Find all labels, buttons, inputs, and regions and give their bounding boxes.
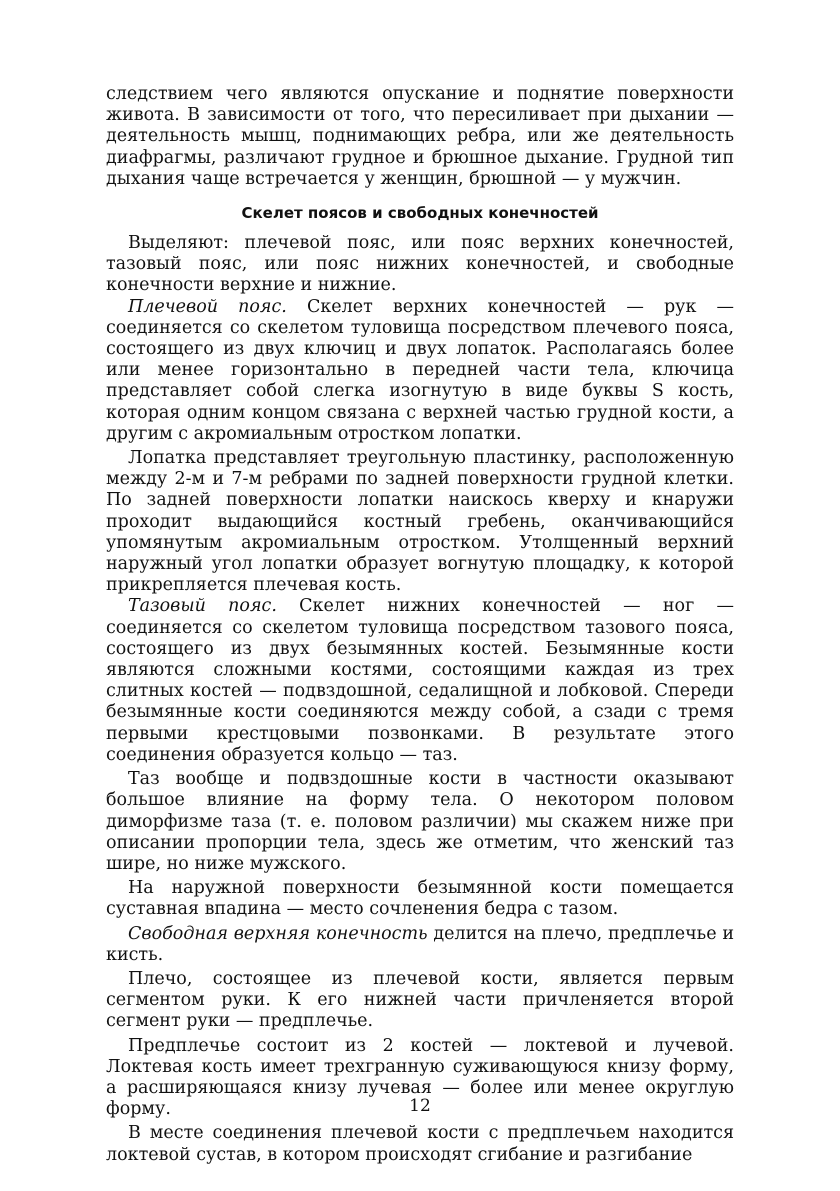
term-shoulder-girdle: Плечевой пояс.	[128, 296, 287, 317]
paragraph-shoulder: Плечо, состоящее из плечевой кости, является первым сегментом руки. К его нижней части причленяется второй сегмент руки — предплечье.	[106, 968, 734, 1032]
paragraph-free-upper-limb-text: делится на плечо, предплечье и кисть.	[106, 923, 734, 965]
page-number: 12	[409, 1096, 431, 1116]
paragraph-free-upper-limb	[106, 924, 734, 966]
paragraph-scapula: Лопатка представляет треугольную пластинку, расположенную между 2-м и 7-м ребрами по задней поверхности грудной клетки. По задней поверхности лопатки наискось кверху и кнаружи проходит выдающийся костный гребень, оканчивающийся упомянутым акромиальным отростком. Утолщенный верхний наружный угол лопатки образует вогнутую площадку, к которой прикрепляется плечевая кость.	[106, 448, 734, 596]
term-pelvic-girdle: Тазовый пояс.	[128, 596, 277, 617]
term-free-upper-limb: Свободная верхняя конечность	[128, 923, 428, 944]
paragraph-pelvis: Таз вообще и подвздошные кости в частности оказывают большое влияние на форму тела. О некотором половом диморфизме таза (т. е. половом различии) мы скажем ниже при описании пропорции тела, здесь же отметим, что женский таз шире, но ниже мужского.	[106, 769, 734, 874]
paragraph-shoulder-girdle	[106, 297, 734, 445]
paragraph-intro: Выделяют: плечевой пояс, или пояс верхних конечностей, тазовый пояс, или пояс нижних конечностей, и свободные конечности верхние и нижние.	[106, 233, 734, 296]
page-body	[106, 84, 734, 1166]
section-heading: Скелет поясов и свободных конечностей	[241, 204, 599, 223]
paragraph-breathing: следствием чего являются опускание и поднятие поверхности живота. В зависимости от того, что пересиливает при дыхании — деятельность мышц, поднимающих ребра, или же деятельность диафрагмы, различают грудное и брюшное дыхание. Грудной тип дыхания чаще встречается у женщин, брюшной — у мужчин.	[106, 84, 734, 189]
paragraph-shoulder-girdle-text: Скелет верхних конечностей — рук — соединяется со скелетом туловища посредством плечевого пояса, состоящего из двух ключиц и двух лопаток. Располагаясь более или менее горизонтально в передней части тела, ключица представляет собой слегка изогнутую в виде буквы S кость, которая одним концом связана с верхней частью грудной кости, а другим с акромиальным отростком лопатки.	[106, 296, 734, 444]
paragraph-elbow: В месте соединения плечевой кости с предплечьем находится локтевой сустав, в котором происходят сгибание и разгибание	[106, 1123, 734, 1165]
paragraph-pelvic-girdle	[106, 596, 734, 766]
paragraph-forearm: Предплечье состоит из 2 костей — локтевой и лучевой. Локтевая кость имеет трехгранную суживающуюся книзу форму, а расширяющаяся книзу лучевая — более или менее округлую форму.	[106, 1035, 734, 1120]
paragraph-pelvic-girdle-text: Скелет нижних конечностей — ног — соединяется со скелетом туловища посредством тазового пояса, состоящего из двух безымянных костей. Безымянные кости являются сложными костями, состоящими каждая из трех слитных костей — подвздошной, седалищной и лобковой. Спереди безымянные кости соединяются между собой, а сзади с тремя первыми крестцовыми позвонками. В результате этого соединения образуется кольцо — таз.	[106, 596, 734, 765]
paragraph-acetabulum: На наружной поверхности безымянной кости помещается суставная впадина — место сочленения бедра с тазом.	[106, 878, 734, 920]
